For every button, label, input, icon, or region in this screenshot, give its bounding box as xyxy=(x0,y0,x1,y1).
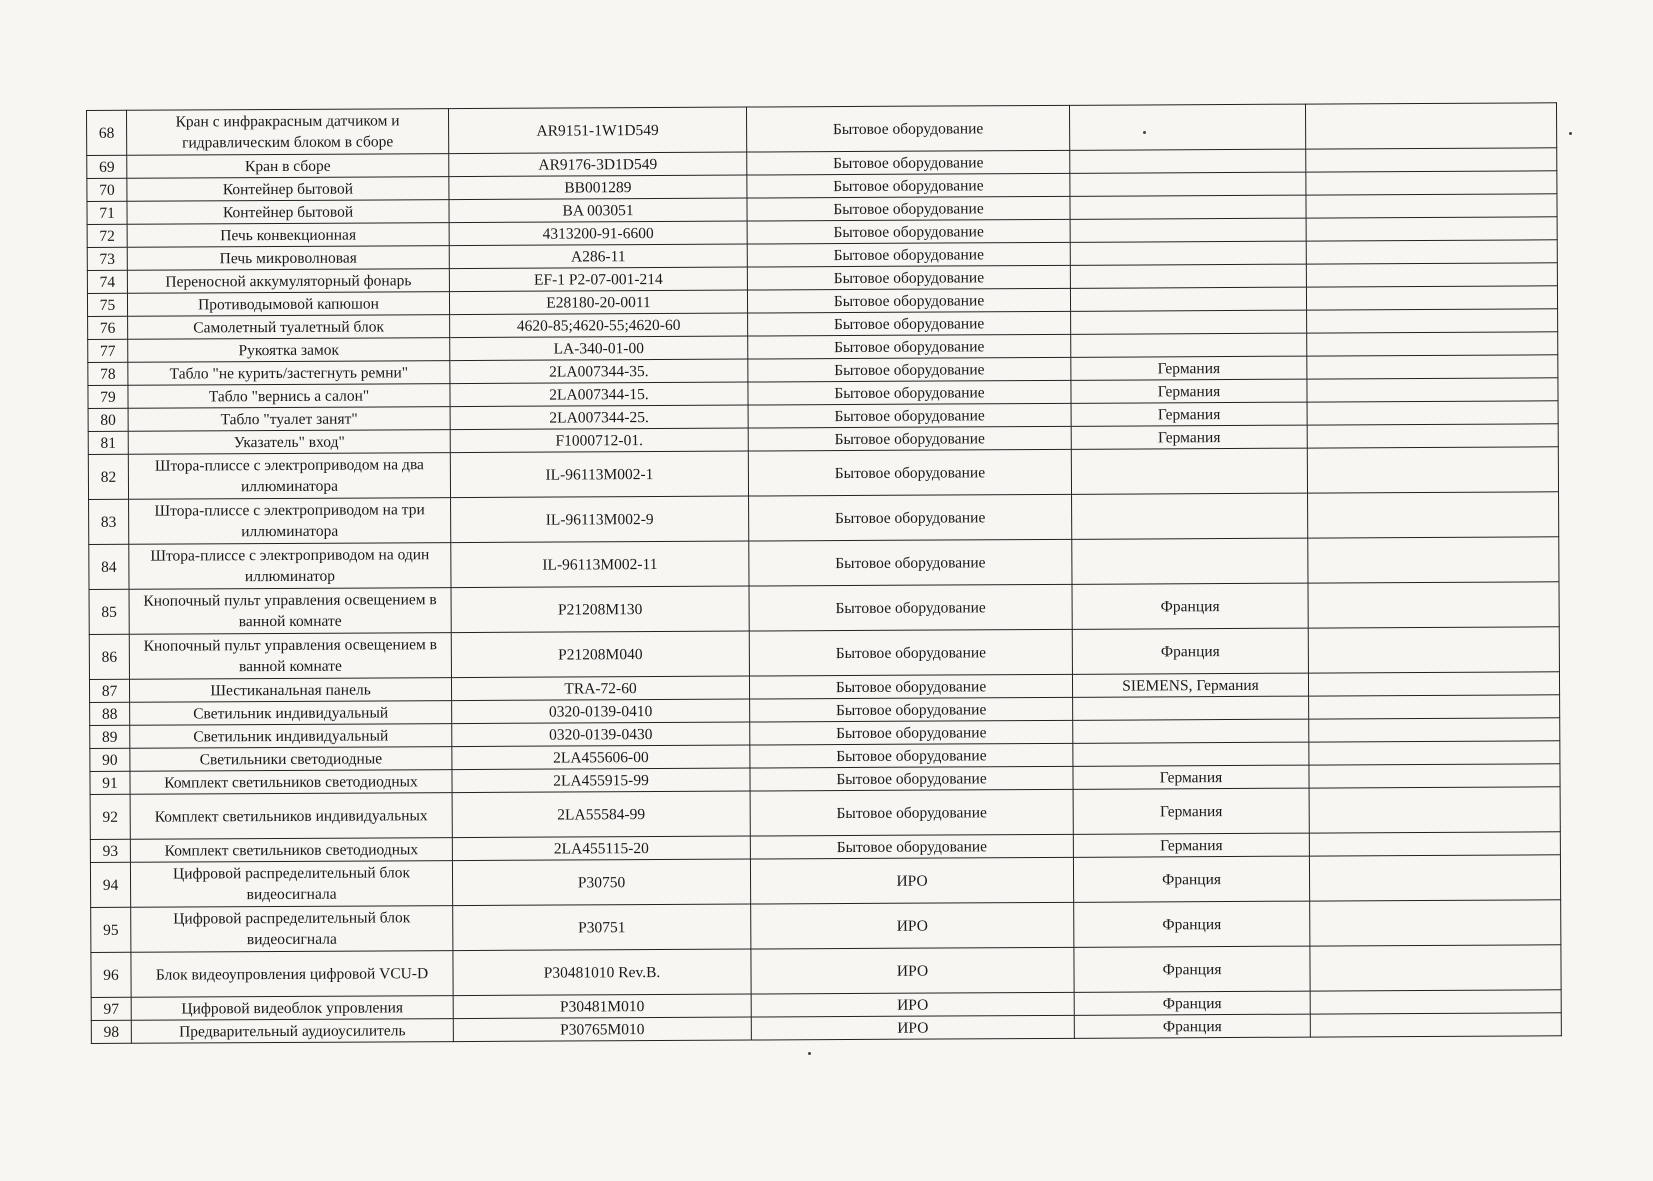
scan-speck xyxy=(1569,132,1572,135)
cell-part-code: 2LA455115-20 xyxy=(452,836,750,861)
cell-number: 94 xyxy=(90,862,130,907)
cell-name: Указатель" вход" xyxy=(128,430,450,455)
cell-name: Печь конвекционная xyxy=(127,223,449,248)
cell-part-code: F1000712-01. xyxy=(450,428,748,453)
cell-part-code: P30481010 Rev.B. xyxy=(453,949,751,996)
cell-name: Кнопочный пульт управления освещением в ванной комнате xyxy=(129,633,451,680)
cell-notes xyxy=(1308,582,1559,628)
cell-category: Бытовое оборудование xyxy=(748,357,1071,382)
cell-number: 85 xyxy=(89,589,129,634)
cell-origin: Франция xyxy=(1074,946,1310,992)
cell-name: Табло "вернись а салон" xyxy=(128,384,450,409)
cell-number: 71 xyxy=(87,201,127,224)
cell-category: Бытовое оборудование xyxy=(747,173,1070,198)
cell-name: Светильник индивидуальный xyxy=(130,701,452,726)
cell-category: Бытовое оборудование xyxy=(749,629,1072,676)
cell-category: Бытовое оборудование xyxy=(750,789,1073,836)
cell-number: 91 xyxy=(90,771,130,794)
cell-category: Бытовое оборудование xyxy=(748,449,1071,496)
cell-number: 82 xyxy=(88,454,128,499)
cell-notes xyxy=(1307,332,1558,356)
cell-origin: Германия xyxy=(1071,425,1307,449)
cell-origin xyxy=(1071,333,1307,357)
cell-part-code: P21208M040 xyxy=(451,631,749,678)
cell-name: Самолетный туалетный блок xyxy=(128,315,450,340)
cell-origin xyxy=(1073,719,1309,743)
cell-notes xyxy=(1309,695,1560,719)
table-row xyxy=(88,447,1558,500)
cell-origin xyxy=(1069,104,1305,150)
cell-origin xyxy=(1070,195,1306,219)
cell-name: Предварительный аудиоусилитель xyxy=(131,1019,453,1044)
cell-notes xyxy=(1310,1013,1561,1037)
cell-name: Кран с инфракрасным датчиком и гидравлическим блоком в сборе xyxy=(127,109,449,156)
cell-number: 83 xyxy=(89,499,129,544)
cell-notes xyxy=(1310,945,1561,991)
cell-origin xyxy=(1070,241,1306,265)
cell-number: 69 xyxy=(87,155,127,178)
cell-origin: Германия xyxy=(1071,379,1307,403)
cell-name: Переносной аккумуляторный фонарь xyxy=(127,269,449,294)
cell-category: Бытовое оборудование xyxy=(749,584,1072,631)
cell-name: Кран в сборе xyxy=(127,154,449,179)
cell-notes xyxy=(1307,378,1558,402)
cell-number: 72 xyxy=(87,224,127,247)
cell-origin: Франция xyxy=(1072,583,1308,629)
cell-category: Бытовое оборудование xyxy=(747,219,1070,244)
cell-part-code: BB001289 xyxy=(449,175,747,200)
cell-name: Цифровой распределительный блок видеосигнала xyxy=(130,861,452,908)
cell-notes xyxy=(1309,718,1560,742)
cell-number: 97 xyxy=(91,997,131,1020)
cell-origin xyxy=(1071,310,1307,334)
cell-notes xyxy=(1309,787,1560,833)
cell-part-code: 2LA455915-99 xyxy=(452,768,750,793)
cell-part-code: 0320-0139-0430 xyxy=(452,722,750,747)
cell-number: 79 xyxy=(88,385,128,408)
cell-category: Бытовое оборудование xyxy=(749,674,1072,699)
cell-category: ИРО xyxy=(751,902,1074,949)
cell-category: Бытовое оборудование xyxy=(750,697,1073,722)
cell-origin: Германия xyxy=(1073,765,1309,789)
cell-category: Бытовое оборудование xyxy=(749,539,1072,586)
equipment-table xyxy=(86,102,1562,1044)
cell-notes xyxy=(1309,855,1560,901)
cell-notes xyxy=(1306,217,1557,241)
cell-number: 76 xyxy=(88,316,128,339)
cell-part-code: 2LA007344-35. xyxy=(450,359,748,384)
cell-origin: Франция xyxy=(1074,1014,1310,1038)
cell-name: Светильники светодиодные xyxy=(130,747,452,772)
cell-notes xyxy=(1306,286,1557,310)
cell-origin: SIEMENS, Германия xyxy=(1072,673,1308,697)
cell-category: ИРО xyxy=(750,857,1073,904)
cell-category: ИРО xyxy=(751,947,1074,994)
cell-origin xyxy=(1073,696,1309,720)
cell-category: Бытовое оборудование xyxy=(750,834,1073,859)
cell-part-code: P30765M010 xyxy=(453,1017,751,1042)
table-row xyxy=(89,627,1559,680)
cell-origin: Германия xyxy=(1073,788,1309,834)
cell-number: 74 xyxy=(87,270,127,293)
cell-number: 88 xyxy=(90,702,130,725)
cell-number: 86 xyxy=(89,634,129,679)
cell-category: Бытовое оборудование xyxy=(748,403,1071,428)
cell-notes xyxy=(1308,672,1559,696)
cell-part-code: 0320-0139-0410 xyxy=(452,699,750,724)
cell-number: 98 xyxy=(91,1020,131,1043)
cell-name: Контейнер бытовой xyxy=(127,200,449,225)
cell-number: 96 xyxy=(91,952,131,997)
cell-number: 87 xyxy=(89,679,129,702)
cell-name: Комплект светильников индивидуальных xyxy=(130,793,452,840)
cell-notes xyxy=(1307,309,1558,333)
cell-notes xyxy=(1306,263,1557,287)
cell-part-code: TRA-72-60 xyxy=(451,676,749,701)
cell-origin: Франция xyxy=(1074,901,1310,947)
cell-category: Бытовое оборудование xyxy=(750,743,1073,768)
cell-category: Бытовое оборудование xyxy=(748,311,1071,336)
cell-name: Контейнер бытовой xyxy=(127,177,449,202)
cell-name: Табло "туалет занят" xyxy=(128,407,450,432)
cell-name: Табло "не курить/застегнуть ремни" xyxy=(128,361,450,386)
cell-notes xyxy=(1308,627,1559,673)
cell-part-code: AR9151-1W1D549 xyxy=(448,107,746,154)
cell-name: Светильник индивидуальный xyxy=(130,724,452,749)
table-body xyxy=(87,103,1562,1044)
cell-name: Шестиканальная панель xyxy=(129,678,451,703)
cell-number: 93 xyxy=(90,839,130,862)
cell-part-code: 2LA455606-00 xyxy=(452,745,750,770)
cell-number: 84 xyxy=(89,544,129,589)
table-row xyxy=(91,945,1561,998)
cell-origin xyxy=(1070,149,1306,173)
cell-origin: Франция xyxy=(1072,628,1308,674)
cell-part-code: 2LA55584-99 xyxy=(452,791,750,838)
cell-notes xyxy=(1309,832,1560,856)
cell-category: Бытовое оборудование xyxy=(747,242,1070,267)
scan-speck xyxy=(808,1052,811,1055)
cell-category: ИРО xyxy=(751,992,1074,1017)
cell-name: Блок видеоупровления цифровой VCU-D xyxy=(131,951,453,998)
cell-part-code: EF-1 P2-07-001-214 xyxy=(449,267,747,292)
cell-notes xyxy=(1308,492,1559,538)
cell-origin: Франция xyxy=(1074,991,1310,1015)
cell-notes xyxy=(1309,764,1560,788)
cell-part-code: P30481M010 xyxy=(453,994,751,1019)
table-row xyxy=(87,103,1557,156)
table-row xyxy=(90,855,1560,908)
cell-notes xyxy=(1305,103,1556,149)
cell-name: Цифровой видеоблок упровления xyxy=(131,996,453,1021)
cell-part-code: IL-96113M002-1 xyxy=(450,451,748,498)
cell-number: 92 xyxy=(90,794,130,839)
cell-number: 89 xyxy=(90,725,130,748)
cell-number: 81 xyxy=(88,431,128,454)
cell-part-code: IL-96113M002-11 xyxy=(451,541,749,588)
cell-part-code: P30751 xyxy=(453,904,751,951)
cell-category: Бытовое оборудование xyxy=(747,150,1070,175)
cell-notes xyxy=(1306,148,1557,172)
cell-category: Бытовое оборудование xyxy=(750,766,1073,791)
cell-notes xyxy=(1309,741,1560,765)
cell-part-code: 4620-85;4620-55;4620-60 xyxy=(450,313,748,338)
cell-part-code: E28180-20-0011 xyxy=(449,290,747,315)
cell-name: Кнопочный пульт управления освещением в ванной комнате xyxy=(129,588,451,635)
cell-name: Противодымовой капюшон xyxy=(127,292,449,317)
cell-origin: Германия xyxy=(1073,833,1309,857)
cell-origin xyxy=(1071,448,1307,494)
cell-notes xyxy=(1310,990,1561,1014)
cell-name: Штора-плиссе с электроприводом на два иллюминатора xyxy=(128,453,450,500)
cell-notes xyxy=(1307,355,1558,379)
cell-part-code: 4313200-91-6600 xyxy=(449,221,747,246)
cell-category: Бытовое оборудование xyxy=(749,494,1072,541)
cell-category: Бытовое оборудование xyxy=(747,265,1070,290)
cell-notes xyxy=(1307,401,1558,425)
cell-number: 78 xyxy=(88,362,128,385)
cell-number: 77 xyxy=(88,339,128,362)
table-row xyxy=(89,537,1559,590)
cell-origin: Германия xyxy=(1071,402,1307,426)
cell-origin xyxy=(1072,493,1308,539)
cell-part-code: AR9176-3D1D549 xyxy=(449,152,747,177)
cell-category: ИРО xyxy=(751,1015,1074,1040)
cell-number: 80 xyxy=(88,408,128,431)
cell-origin xyxy=(1072,538,1308,584)
cell-origin xyxy=(1070,218,1306,242)
table-row xyxy=(90,787,1560,840)
cell-notes xyxy=(1310,900,1561,946)
table-row xyxy=(91,900,1561,953)
cell-origin: Франция xyxy=(1073,856,1309,902)
cell-part-code: BA 003051 xyxy=(449,198,747,223)
table-row xyxy=(89,582,1559,635)
cell-origin xyxy=(1070,172,1306,196)
cell-notes xyxy=(1306,194,1557,218)
cell-number: 73 xyxy=(87,247,127,270)
scan-speck xyxy=(1143,131,1146,134)
cell-name: Цифровой распределительный блок видеосигнала xyxy=(131,906,453,953)
cell-origin: Германия xyxy=(1071,356,1307,380)
cell-category: Бытовое оборудование xyxy=(750,720,1073,745)
cell-category: Бытовое оборудование xyxy=(746,105,1069,152)
cell-origin xyxy=(1070,264,1306,288)
cell-number: 68 xyxy=(87,110,127,155)
cell-number: 95 xyxy=(91,907,131,952)
cell-part-code: P21208M130 xyxy=(451,586,749,633)
cell-part-code: A286-11 xyxy=(449,244,747,269)
cell-category: Бытовое оборудование xyxy=(747,288,1070,313)
cell-notes xyxy=(1307,424,1558,448)
cell-part-code: IL-96113M002-9 xyxy=(451,496,749,543)
cell-name: Печь микроволновая xyxy=(127,246,449,271)
cell-number: 90 xyxy=(90,748,130,771)
cell-part-code: 2LA007344-25. xyxy=(450,405,748,430)
cell-part-code: 2LA007344-15. xyxy=(450,382,748,407)
cell-part-code: P30750 xyxy=(452,859,750,906)
cell-category: Бытовое оборудование xyxy=(748,426,1071,451)
cell-name: Штора-плиссе с электроприводом на три иллюминатора xyxy=(129,498,451,545)
cell-origin xyxy=(1070,287,1306,311)
cell-part-code: LA-340-01-00 xyxy=(450,336,748,361)
cell-notes xyxy=(1306,171,1557,195)
cell-name: Штора-плиссе с электроприводом на один иллюминатор xyxy=(129,543,451,590)
cell-notes xyxy=(1306,240,1557,264)
cell-category: Бытовое оборудование xyxy=(748,380,1071,405)
cell-name: Рукоятка замок xyxy=(128,338,450,363)
cell-number: 70 xyxy=(87,178,127,201)
cell-notes xyxy=(1307,447,1558,493)
cell-category: Бытовое оборудование xyxy=(747,196,1070,221)
cell-category: Бытовое оборудование xyxy=(748,334,1071,359)
cell-origin xyxy=(1073,742,1309,766)
cell-number: 75 xyxy=(87,293,127,316)
table-row xyxy=(89,492,1559,545)
cell-name: Комплект светильников светодиодных xyxy=(130,838,452,863)
cell-notes xyxy=(1308,537,1559,583)
cell-name: Комплект светильников светодиодных xyxy=(130,770,452,795)
